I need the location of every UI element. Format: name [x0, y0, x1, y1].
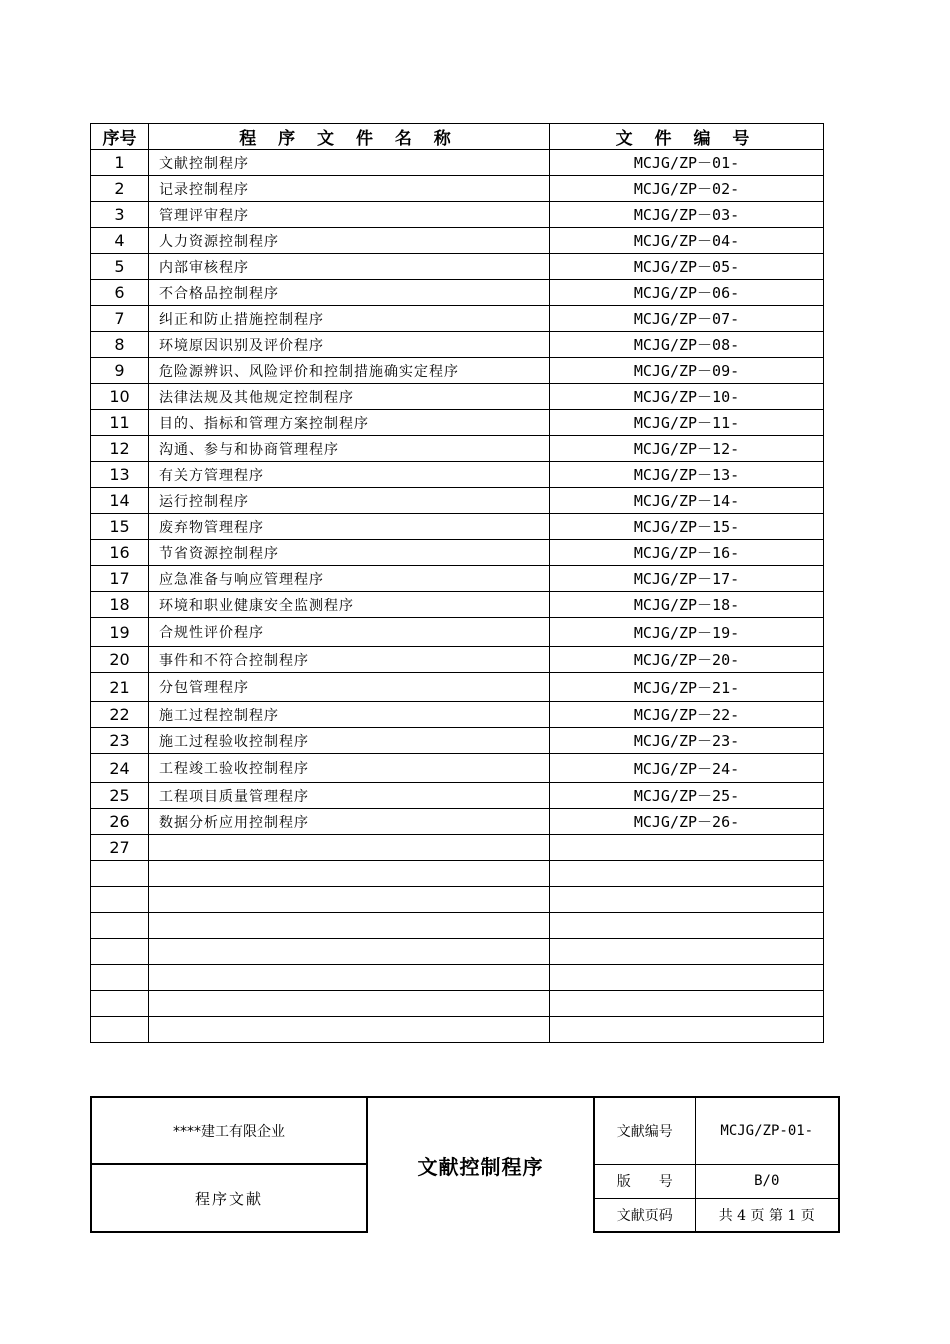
row-procedure-name [149, 939, 550, 965]
row-procedure-name: 分包管理程序 [149, 673, 550, 702]
row-procedure-name: 合规性评价程序 [149, 618, 550, 647]
row-procedure-name: 内部审核程序 [149, 254, 550, 280]
row-document-code: MCJG/ZP－15- [550, 514, 824, 540]
table-row [91, 809, 824, 835]
row-serial-number: 12 [91, 436, 149, 462]
row-document-code: MCJG/ZP－18- [550, 592, 824, 618]
row-document-code [550, 939, 824, 965]
row-document-code: MCJG/ZP－23- [550, 728, 824, 754]
table-row [91, 358, 824, 384]
row-document-code: MCJG/ZP－11- [550, 410, 824, 436]
row-document-code: MCJG/ZP－01- [550, 150, 824, 176]
row-serial-number [91, 965, 149, 991]
page-label: 文献页码 [594, 1198, 695, 1232]
row-document-code [550, 991, 824, 1017]
row-procedure-name: 沟通、参与和协商管理程序 [149, 436, 550, 462]
table-row [91, 254, 824, 280]
table-row [91, 647, 824, 673]
table-row [91, 462, 824, 488]
row-serial-number: 26 [91, 809, 149, 835]
company-name: ****建工有限企业 [91, 1097, 367, 1164]
row-procedure-name: 法律法规及其他规定控制程序 [149, 384, 550, 410]
table-row [91, 618, 824, 647]
row-document-code: MCJG/ZP－20- [550, 647, 824, 673]
row-procedure-name [149, 991, 550, 1017]
table-row [91, 861, 824, 887]
table-row [91, 332, 824, 358]
row-procedure-name [149, 861, 550, 887]
table-row [91, 913, 824, 939]
row-document-code: MCJG/ZP－06- [550, 280, 824, 306]
row-serial-number: 10 [91, 384, 149, 410]
row-serial-number: 2 [91, 176, 149, 202]
table-row [91, 150, 824, 176]
row-serial-number: 5 [91, 254, 149, 280]
table-row [91, 728, 824, 754]
row-procedure-name: 有关方管理程序 [149, 462, 550, 488]
row-procedure-name: 管理评审程序 [149, 202, 550, 228]
row-serial-number: 15 [91, 514, 149, 540]
table-row [91, 835, 824, 861]
row-procedure-name [149, 913, 550, 939]
doc-number-label: 文献编号 [594, 1097, 695, 1164]
row-document-code: MCJG/ZP－24- [550, 754, 824, 783]
table-row [91, 410, 824, 436]
row-serial-number: 6 [91, 280, 149, 306]
row-procedure-name: 工程竣工验收控制程序 [149, 754, 550, 783]
row-document-code: MCJG/ZP－12- [550, 436, 824, 462]
row-procedure-name: 不合格品控制程序 [149, 280, 550, 306]
row-serial-number: 24 [91, 754, 149, 783]
header-serial-number: 序号 [91, 124, 149, 150]
row-document-code: MCJG/ZP－13- [550, 462, 824, 488]
row-serial-number [91, 913, 149, 939]
table-row [91, 514, 824, 540]
row-document-code [550, 913, 824, 939]
row-procedure-name [149, 887, 550, 913]
row-document-code: MCJG/ZP－21- [550, 673, 824, 702]
row-document-code: MCJG/ZP－17- [550, 566, 824, 592]
row-serial-number [91, 1017, 149, 1043]
row-serial-number: 20 [91, 647, 149, 673]
row-procedure-name: 事件和不符合控制程序 [149, 647, 550, 673]
row-serial-number [91, 991, 149, 1017]
row-document-code [550, 1017, 824, 1043]
table-row [91, 1017, 824, 1043]
row-procedure-name: 危险源辨识、风险评价和控制措施确实定程序 [149, 358, 550, 384]
table-row [91, 702, 824, 728]
row-document-code: MCJG/ZP－25- [550, 783, 824, 809]
row-serial-number: 8 [91, 332, 149, 358]
table-row [91, 540, 824, 566]
row-document-code: MCJG/ZP－03- [550, 202, 824, 228]
version-value: B/0 [695, 1164, 839, 1198]
row-procedure-name [149, 835, 550, 861]
row-serial-number [91, 861, 149, 887]
table-row [91, 488, 824, 514]
row-procedure-name: 工程项目质量管理程序 [149, 783, 550, 809]
header-document-code: 文 件 编 号 [550, 124, 824, 150]
row-serial-number: 3 [91, 202, 149, 228]
row-serial-number: 11 [91, 410, 149, 436]
row-document-code: MCJG/ZP－26- [550, 809, 824, 835]
row-procedure-name: 废弃物管理程序 [149, 514, 550, 540]
row-serial-number: 4 [91, 228, 149, 254]
table-row [91, 965, 824, 991]
row-serial-number: 14 [91, 488, 149, 514]
row-document-code [550, 835, 824, 861]
table-row [91, 566, 824, 592]
row-document-code: MCJG/ZP－08- [550, 332, 824, 358]
row-document-code: MCJG/ZP－04- [550, 228, 824, 254]
table-row [91, 939, 824, 965]
table-row [91, 176, 824, 202]
row-procedure-name: 目的、指标和管理方案控制程序 [149, 410, 550, 436]
version-label: 版 号 [594, 1164, 695, 1198]
row-procedure-name: 记录控制程序 [149, 176, 550, 202]
row-serial-number: 7 [91, 306, 149, 332]
row-serial-number [91, 939, 149, 965]
table-row [91, 436, 824, 462]
row-serial-number: 22 [91, 702, 149, 728]
row-serial-number [91, 887, 149, 913]
row-document-code [550, 887, 824, 913]
row-procedure-name: 数据分析应用控制程序 [149, 809, 550, 835]
row-serial-number: 27 [91, 835, 149, 861]
document-type: 程序文献 [91, 1164, 367, 1232]
table-row [91, 991, 824, 1017]
row-document-code: MCJG/ZP－16- [550, 540, 824, 566]
row-document-code: MCJG/ZP－05- [550, 254, 824, 280]
row-serial-number: 23 [91, 728, 149, 754]
row-procedure-name [149, 1017, 550, 1043]
row-serial-number: 25 [91, 783, 149, 809]
row-document-code: MCJG/ZP－09- [550, 358, 824, 384]
row-serial-number: 16 [91, 540, 149, 566]
row-procedure-name: 应急准备与响应管理程序 [149, 566, 550, 592]
document-title: 文献控制程序 [367, 1097, 594, 1232]
row-serial-number: 21 [91, 673, 149, 702]
row-serial-number: 17 [91, 566, 149, 592]
table-row [91, 202, 824, 228]
row-serial-number: 13 [91, 462, 149, 488]
row-procedure-name: 环境和职业健康安全监测程序 [149, 592, 550, 618]
table-row [91, 384, 824, 410]
document-footer-block [90, 1096, 840, 1233]
row-document-code: MCJG/ZP－14- [550, 488, 824, 514]
row-procedure-name: 环境原因识别及评价程序 [149, 332, 550, 358]
row-procedure-name: 施工过程验收控制程序 [149, 728, 550, 754]
row-procedure-name: 运行控制程序 [149, 488, 550, 514]
header-procedure-name: 程 序 文 件 名 称 [149, 124, 550, 150]
table-header-row [91, 124, 824, 150]
row-procedure-name: 纠正和防止措施控制程序 [149, 306, 550, 332]
row-serial-number: 19 [91, 618, 149, 647]
row-document-code: MCJG/ZP－22- [550, 702, 824, 728]
table-row [91, 306, 824, 332]
table-row [91, 673, 824, 702]
doc-number-value: MCJG/ZP-01- [695, 1097, 839, 1164]
row-procedure-name: 人力资源控制程序 [149, 228, 550, 254]
table-body [91, 150, 824, 1043]
row-procedure-name: 施工过程控制程序 [149, 702, 550, 728]
row-document-code: MCJG/ZP－02- [550, 176, 824, 202]
table-row [91, 592, 824, 618]
row-document-code: MCJG/ZP－07- [550, 306, 824, 332]
row-document-code: MCJG/ZP－19- [550, 618, 824, 647]
table-row [91, 228, 824, 254]
page-value: 共 4 页 第 1 页 [695, 1198, 839, 1232]
table-row [91, 887, 824, 913]
procedure-document-table [90, 123, 824, 1043]
table-row [91, 280, 824, 306]
row-document-code: MCJG/ZP－10- [550, 384, 824, 410]
row-serial-number: 9 [91, 358, 149, 384]
row-procedure-name: 节省资源控制程序 [149, 540, 550, 566]
row-serial-number: 1 [91, 150, 149, 176]
row-procedure-name [149, 965, 550, 991]
row-procedure-name: 文献控制程序 [149, 150, 550, 176]
row-document-code [550, 965, 824, 991]
row-document-code [550, 861, 824, 887]
row-serial-number: 18 [91, 592, 149, 618]
table-row [91, 783, 824, 809]
table-row [91, 754, 824, 783]
